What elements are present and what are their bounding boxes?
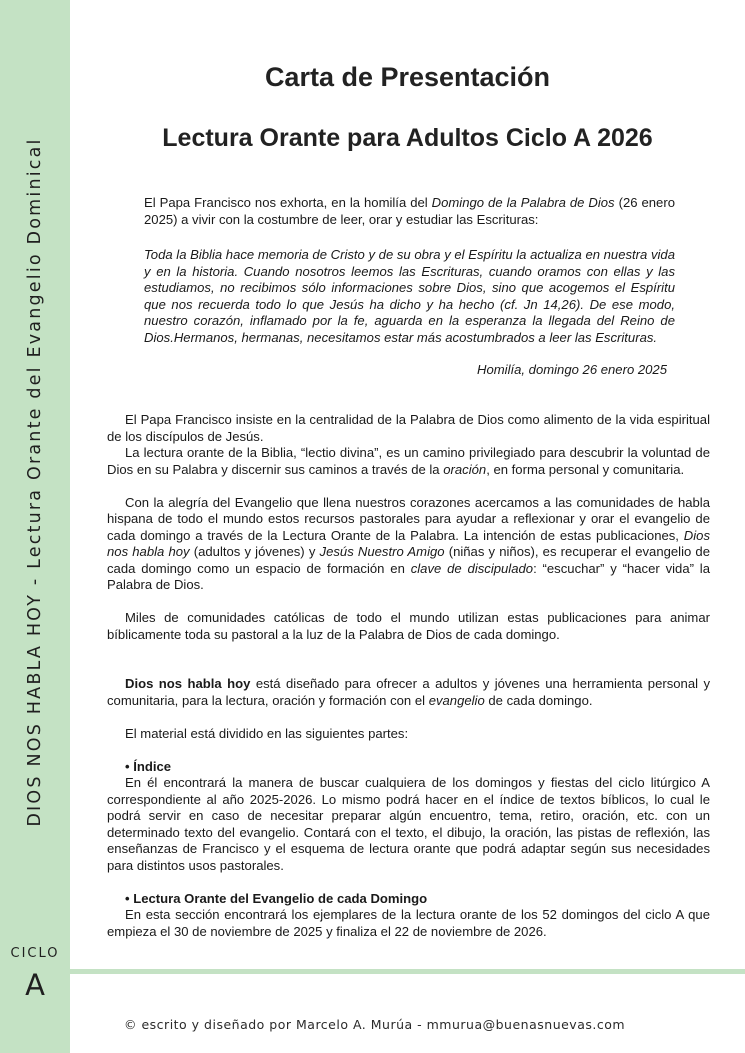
footer-credit: © escrito y diseñado por Marcelo A. Murúa - mmurua@buenasnuevas.com <box>124 1017 626 1032</box>
bottom-divider <box>70 969 745 974</box>
sidebar-vertical-text: DIOS NOS HABLA HOY - Lectura Orante del Evangelio Dominical <box>25 137 45 827</box>
page-title: Carta de Presentación <box>264 62 551 92</box>
section-heading-lectura: • Lectura Orante del Evangelio de cada Domingo <box>125 890 428 906</box>
ciclo-label: CICLO <box>10 946 60 961</box>
homily-quote: Toda la Biblia hace memoria de Cristo y de su obra y el Espíritu la actualiza en nuestra vida y en la historia. Cuando nosotros leemos las Escrituras, cuando oramos con ellas y las estudiamos, no recibimos sólo informaciones sobre Dios, sino que acogemos el Espíritu que nos recuerda todo lo que Jesús ha dicho y ha hecho (cf. Jn 14,26). De ese modo, nuestro corazón, inflamado por la fe, aguarda en la esperanza la llegada del Reino de Dios.Hermanos, hermanas, necesitamos estar más acostumbrados a leer las Escrituras. <box>144 247 675 345</box>
intro-event: Domingo de la Palabra de Dios <box>431 195 615 210</box>
intro-text: El Papa Francisco nos exhorta, en la homilía del <box>144 195 432 210</box>
body-paragraph: Con la alegría del Evangelio que llena nuestros corazones acercamos a las comunidades de habla hispana de todo el mundo estos recursos pastorales para ayudar a reflexionar y orar el evangelio de cada domingo a través de la Lectura Orante de la Palabra. La intención de estas publicaciones, Dios nos habla hoy (adultos y jóvenes) y Jesús Nuestro Amigo (niñas y niños), es recuperar el evangelio de cada domingo como un espacio de formación en clave de discipulado: “escuchar” y “hacer vida” la Palabra de Dios. <box>107 494 711 592</box>
body-paragraph: En esta sección encontrará los ejemplares de la lectura orante de los 52 domingos del ciclo A que empieza el 30 de noviembre de 2025 y finaliza el 22 de noviembre de 2026. <box>107 907 710 939</box>
letter-body <box>107 412 710 940</box>
body-paragraph: La lectura orante de la Biblia, “lectio divina”, es un camino privilegiado para descubrir la voluntad de Dios en su Palabra y discernir sus caminos a través de la oración, en forma personal y comunitaria. <box>107 445 710 477</box>
quote-source: Homilía, domingo 26 enero 2025 <box>477 362 667 377</box>
body-paragraph: En él encontrará la manera de buscar cualquiera de los domingos y fiestas del ciclo litúrgico A correspondiente al año 2025-2026. Lo mismo podrá hacer en el índice de textos bíblicos, lo cual le podrá servir en caso de necesitar preparar algún encuentro, tema, retiro, oración, etc. con un determinado texto del evangelio. Contará con el texto, el dibujo, la oración, las pistas de reflexión, las enseñanzas de Francisco y el esquema de lectura orante que podrá adaptar según sus necesidades para distintos usos pastorales. <box>107 775 710 873</box>
section-heading-indice: • Índice <box>125 758 172 774</box>
body-paragraph: Dios nos habla hoy está diseñado para ofrecer a adultos y jóvenes una herramienta personal y comunitaria, para la lectura, oración y formación con el evangelio de cada domingo. <box>107 676 710 708</box>
intro-paragraph <box>144 195 675 228</box>
body-paragraph: Miles de comunidades católicas de todo el mundo utilizan estas publicaciones para animar bíblicamente toda su pastoral a la luz de la Palabra de Dios de cada domingo. <box>107 610 710 642</box>
page-subtitle: Lectura Orante para Adultos Ciclo A 2026 <box>162 124 653 152</box>
intro-text-end: (26 enero 2025) a vivir con la costumbre de leer, orar y estudiar las Escrituras: <box>144 195 675 227</box>
sidebar <box>0 0 70 1053</box>
body-paragraph: El Papa Francisco insiste en la centralidad de la Palabra de Dios como alimento de la vida espiritual de los discípulos de Jesús. <box>107 412 710 444</box>
ciclo-letter: A <box>25 968 45 1002</box>
body-paragraph: El material está dividido en las siguientes partes: <box>125 725 409 741</box>
